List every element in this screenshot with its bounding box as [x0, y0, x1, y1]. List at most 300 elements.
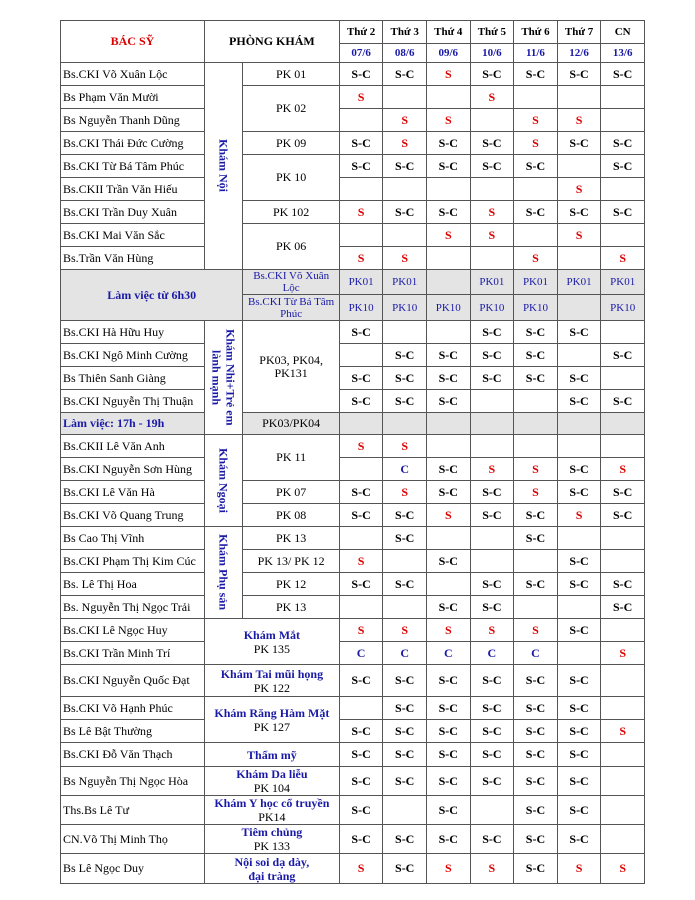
early-room: PK01: [383, 270, 427, 295]
shift-cell: S-C: [514, 573, 558, 596]
doctor-name: Bs.CKI Lê Ngọc Huy: [61, 619, 205, 642]
table-row: [61, 619, 645, 642]
specialty-room: PK 133: [253, 839, 291, 853]
shift-cell: S-C: [383, 344, 427, 367]
shift-cell: S-C: [470, 132, 514, 155]
doctor-name: Bs.CKI Hà Hữu Huy: [61, 321, 205, 344]
table-row: [61, 435, 645, 458]
shift-cell: [601, 178, 645, 201]
shift-cell: S: [383, 435, 427, 458]
specialty-name: Khám Mắt: [243, 627, 301, 642]
doctor-name: Bs Phạm Văn Mười: [61, 86, 205, 109]
shift-cell: [601, 825, 645, 854]
doctor-name: Bs Lê Ngọc Duy: [61, 854, 205, 884]
shift-cell: [601, 224, 645, 247]
table-row: [61, 63, 645, 86]
table-row: [61, 247, 645, 270]
shift-cell: S-C: [514, 527, 558, 550]
shift-cell: S: [557, 109, 601, 132]
shift-cell: S: [470, 201, 514, 224]
shift-cell: S-C: [339, 825, 383, 854]
shift-cell: S-C: [514, 697, 558, 720]
shift-cell: S: [339, 435, 383, 458]
shift-cell: S: [557, 178, 601, 201]
shift-cell: S-C: [470, 63, 514, 86]
shift-cell: [383, 224, 427, 247]
shift-cell: S: [426, 224, 470, 247]
shift-cell: S-C: [601, 596, 645, 619]
shift-cell: S-C: [557, 619, 601, 642]
early-doctor: Bs.CKI Võ Xuân Lộc: [243, 270, 339, 295]
table-row: [61, 697, 645, 720]
early-room: PK01: [470, 270, 514, 295]
shift-cell: S-C: [426, 344, 470, 367]
doctor-name: Bs.CKI Nguyễn Sơn Hùng: [61, 458, 205, 481]
shift-cell: S-C: [426, 390, 470, 413]
shift-cell: S-C: [601, 481, 645, 504]
day-header: Thứ 7: [557, 21, 601, 44]
shift-cell: S-C: [426, 697, 470, 720]
doctor-name: Bs. Nguyễn Thị Ngọc Trải: [61, 596, 205, 619]
table-row: [61, 344, 645, 367]
shift-cell: [339, 458, 383, 481]
shift-cell: [601, 796, 645, 825]
shift-cell: S-C: [514, 743, 558, 767]
shift-cell: S-C: [339, 155, 383, 178]
specialty-cell: [204, 796, 339, 825]
shift-cell: S-C: [557, 550, 601, 573]
shift-cell: S-C: [383, 697, 427, 720]
doctor-name: Bs.CKI Từ Bá Tâm Phúc: [61, 155, 205, 178]
shift-cell: S-C: [470, 743, 514, 767]
specialty-name: Nội soi dạ dày,: [234, 854, 310, 869]
shift-cell: S: [383, 109, 427, 132]
shift-cell: [601, 321, 645, 344]
shift-cell: [383, 550, 427, 573]
doctor-name: Bs.CKI Mai Văn Sắc: [61, 224, 205, 247]
shift-cell: S: [339, 619, 383, 642]
specialty-cell: [204, 854, 339, 884]
specialty-name: Khám Tai mũi họng: [220, 666, 324, 681]
shift-cell: S: [514, 247, 558, 270]
shift-cell: [601, 665, 645, 697]
room-cell: PK 07: [243, 481, 339, 504]
shift-cell: S-C: [601, 573, 645, 596]
specialty-cell: [204, 619, 339, 665]
doctor-name: Bs.CKII Lê Văn Anh: [61, 435, 205, 458]
specialty-room: PK 104: [253, 781, 291, 795]
date-header: 13/6: [601, 44, 645, 63]
shift-cell: S-C: [339, 321, 383, 344]
shift-cell: S-C: [426, 767, 470, 796]
shift-cell: S-C: [557, 665, 601, 697]
doctor-name: Ths.Bs Lê Tư: [61, 796, 205, 825]
room-cell: PK 102: [243, 201, 339, 224]
shift-cell: S-C: [339, 390, 383, 413]
table-row: [61, 527, 645, 550]
early-doctor: Bs.CKI Từ Bá Tâm Phúc: [243, 295, 339, 321]
shift-cell: S-C: [601, 344, 645, 367]
shift-cell: [383, 321, 427, 344]
table-row: [61, 413, 645, 435]
shift-cell: S-C: [514, 854, 558, 884]
shift-cell: S-C: [383, 573, 427, 596]
empty-cell: [426, 413, 470, 435]
evening-shift-label: Làm việc: 17h - 19h: [61, 413, 205, 435]
shift-cell: [601, 435, 645, 458]
shift-cell: S-C: [426, 743, 470, 767]
early-room: PK10: [470, 295, 514, 321]
shift-cell: [557, 86, 601, 109]
shift-cell: S-C: [514, 201, 558, 224]
shift-cell: S-C: [557, 796, 601, 825]
table-row: [61, 201, 645, 224]
doctor-header: BÁC SỸ: [61, 21, 205, 63]
early-room: PK01: [557, 270, 601, 295]
shift-cell: S-C: [426, 550, 470, 573]
room-cell: PK 06: [243, 224, 339, 270]
shift-cell: [514, 86, 558, 109]
shift-cell: S-C: [557, 573, 601, 596]
shift-cell: [426, 435, 470, 458]
specialty-cell: [204, 767, 339, 796]
shift-cell: S-C: [426, 367, 470, 390]
shift-cell: S-C: [470, 573, 514, 596]
shift-cell: [470, 247, 514, 270]
table-row: [61, 367, 645, 390]
shift-cell: S-C: [383, 665, 427, 697]
shift-cell: [383, 596, 427, 619]
shift-cell: S: [514, 109, 558, 132]
shift-cell: [383, 796, 427, 825]
shift-cell: S-C: [557, 767, 601, 796]
specialty-room: PK 135: [253, 641, 291, 656]
doctor-name: Bs.CKI Võ Xuân Lộc: [61, 63, 205, 86]
room-cell: PK 11: [243, 435, 339, 481]
group-label-text: Khám Phụ sản: [216, 534, 231, 611]
table-row: [61, 458, 645, 481]
room-cell: PK 13: [243, 527, 339, 550]
table-row: [61, 550, 645, 573]
shift-cell: [426, 321, 470, 344]
shift-cell: [557, 642, 601, 665]
shift-cell: [470, 109, 514, 132]
specialty-cell: [204, 697, 339, 743]
shift-cell: S: [601, 642, 645, 665]
shift-cell: [470, 527, 514, 550]
shift-cell: S: [470, 854, 514, 884]
shift-cell: [339, 527, 383, 550]
shift-cell: [426, 247, 470, 270]
shift-cell: S-C: [426, 825, 470, 854]
shift-cell: [601, 743, 645, 767]
shift-cell: S: [601, 854, 645, 884]
group-label-text: Khám Nội: [216, 139, 231, 193]
shift-cell: S: [383, 132, 427, 155]
shift-cell: [470, 435, 514, 458]
table-row: [61, 596, 645, 619]
shift-cell: [601, 767, 645, 796]
shift-cell: C: [426, 642, 470, 665]
early-room: PK01: [601, 270, 645, 295]
empty-cell: [514, 413, 558, 435]
shift-cell: [601, 109, 645, 132]
shift-cell: S-C: [514, 367, 558, 390]
shift-cell: S-C: [426, 132, 470, 155]
shift-cell: S-C: [339, 504, 383, 527]
specialty-name: Khám Da liễu: [236, 767, 308, 781]
shift-cell: S-C: [383, 367, 427, 390]
table-row: [61, 321, 645, 344]
shift-cell: [339, 224, 383, 247]
shift-cell: S-C: [383, 767, 427, 796]
group-label: [204, 63, 243, 270]
shift-cell: S-C: [339, 132, 383, 155]
shift-cell: S-C: [601, 201, 645, 224]
shift-cell: [339, 178, 383, 201]
shift-cell: S: [514, 619, 558, 642]
shift-cell: S: [601, 458, 645, 481]
shift-cell: S-C: [383, 720, 427, 743]
shift-cell: S-C: [557, 390, 601, 413]
shift-cell: [383, 178, 427, 201]
shift-cell: [470, 550, 514, 573]
group-label: [204, 435, 243, 527]
shift-cell: S-C: [470, 767, 514, 796]
shift-cell: S: [601, 247, 645, 270]
table-row: [61, 796, 645, 825]
shift-cell: S-C: [470, 720, 514, 743]
doctor-name: Bs Nguyễn Thanh Dũng: [61, 109, 205, 132]
empty-cell: [601, 413, 645, 435]
shift-cell: [514, 178, 558, 201]
shift-cell: S: [426, 854, 470, 884]
group-label-text: Khám Ngoại: [216, 447, 231, 513]
shift-cell: S: [557, 224, 601, 247]
early-shift-label: Làm việc từ 6h30: [61, 270, 243, 321]
shift-cell: [514, 596, 558, 619]
shift-cell: S-C: [426, 155, 470, 178]
shift-cell: S-C: [339, 796, 383, 825]
early-room: [426, 270, 470, 295]
shift-cell: S: [557, 504, 601, 527]
specialty-room: PK14: [258, 810, 286, 824]
shift-cell: C: [383, 458, 427, 481]
shift-cell: [339, 344, 383, 367]
shift-cell: S: [426, 504, 470, 527]
doctor-name: Bs.CKI Nguyễn Thị Thuận: [61, 390, 205, 413]
specialty-name: Thẩm mỹ: [247, 747, 297, 762]
shift-cell: S-C: [383, 527, 427, 550]
shift-cell: S-C: [514, 767, 558, 796]
doctor-name: Bs Cao Thị Vĩnh: [61, 527, 205, 550]
shift-cell: [557, 155, 601, 178]
shift-cell: S-C: [557, 201, 601, 224]
shift-cell: S-C: [557, 321, 601, 344]
shift-cell: C: [383, 642, 427, 665]
shift-cell: S-C: [383, 63, 427, 86]
shift-cell: [426, 86, 470, 109]
date-header: 11/6: [514, 44, 558, 63]
shift-cell: S-C: [514, 665, 558, 697]
shift-cell: [470, 178, 514, 201]
shift-cell: S-C: [470, 367, 514, 390]
shift-cell: S-C: [426, 201, 470, 224]
date-header: 10/6: [470, 44, 514, 63]
shift-cell: S-C: [339, 743, 383, 767]
room-cell: PK03/PK04: [243, 413, 339, 435]
shift-cell: [557, 596, 601, 619]
shift-cell: S-C: [470, 697, 514, 720]
shift-cell: [601, 86, 645, 109]
shift-cell: [601, 619, 645, 642]
shift-cell: S-C: [426, 481, 470, 504]
early-room: PK10: [383, 295, 427, 321]
shift-cell: S-C: [339, 665, 383, 697]
shift-cell: S-C: [470, 504, 514, 527]
table-row: [61, 155, 645, 178]
doctor-name: Bs.CKI Võ Quang Trung: [61, 504, 205, 527]
shift-cell: S: [426, 63, 470, 86]
room-cell: PK 10: [243, 155, 339, 201]
shift-cell: S-C: [557, 367, 601, 390]
shift-cell: S: [339, 854, 383, 884]
day-header: CN: [601, 21, 645, 44]
shift-cell: S: [470, 86, 514, 109]
shift-cell: S-C: [470, 481, 514, 504]
shift-cell: S: [339, 201, 383, 224]
early-room: PK10: [426, 295, 470, 321]
table-row: [61, 743, 645, 767]
shift-cell: S-C: [383, 201, 427, 224]
shift-cell: S-C: [601, 155, 645, 178]
table-row: [61, 21, 645, 44]
shift-cell: S-C: [557, 720, 601, 743]
doctor-name: Bs Lê Bật Thường: [61, 720, 205, 743]
early-room: PK01: [339, 270, 383, 295]
doctor-name: Bs.CKII Trần Văn Hiếu: [61, 178, 205, 201]
early-room: PK10: [514, 295, 558, 321]
shift-cell: S-C: [470, 825, 514, 854]
room-cell: PK 09: [243, 132, 339, 155]
early-room: PK10: [339, 295, 383, 321]
doctor-name: Bs.CKI Trần Duy Xuân: [61, 201, 205, 224]
shift-cell: [426, 527, 470, 550]
shift-cell: [426, 178, 470, 201]
date-header: 07/6: [339, 44, 383, 63]
shift-cell: S: [383, 619, 427, 642]
day-header: Thứ 3: [383, 21, 427, 44]
shift-cell: S-C: [426, 665, 470, 697]
room-cell: PK 01: [243, 63, 339, 86]
group-label-text: Khám Nhi+Trẻ em lành mạnh: [209, 329, 238, 426]
table-row: [61, 481, 645, 504]
table-row: [61, 665, 645, 697]
shift-cell: S-C: [514, 155, 558, 178]
shift-cell: S: [514, 458, 558, 481]
table-row: [61, 390, 645, 413]
specialty-name: Tiêm chủng: [241, 825, 303, 839]
shift-cell: S-C: [470, 321, 514, 344]
day-header: Thứ 5: [470, 21, 514, 44]
day-header: Thứ 4: [426, 21, 470, 44]
shift-cell: S-C: [601, 504, 645, 527]
shift-cell: S: [557, 854, 601, 884]
shift-cell: [383, 86, 427, 109]
shift-cell: S-C: [557, 481, 601, 504]
shift-cell: S: [339, 550, 383, 573]
shift-cell: S-C: [383, 390, 427, 413]
doctor-name: Bs.CKI Thái Đức Cường: [61, 132, 205, 155]
shift-cell: S-C: [514, 720, 558, 743]
shift-cell: [601, 527, 645, 550]
shift-cell: [339, 109, 383, 132]
specialty-cell: [204, 665, 339, 697]
doctor-name: Bs.CKI Đỗ Văn Thạch: [61, 743, 205, 767]
room-cell: PK 12: [243, 573, 339, 596]
shift-cell: S: [339, 86, 383, 109]
table-row: [61, 86, 645, 109]
schedule-table: [60, 20, 645, 884]
shift-cell: S: [470, 458, 514, 481]
room-header: PHÒNG KHÁM: [204, 21, 339, 63]
specialty-room: đại tràng: [248, 868, 296, 883]
shift-cell: S-C: [383, 743, 427, 767]
specialty-name: Khám Răng Hàm Mặt: [214, 705, 330, 720]
shift-cell: S: [470, 224, 514, 247]
shift-cell: [601, 697, 645, 720]
doctor-name: Bs.Trần Văn Hùng: [61, 247, 205, 270]
shift-cell: S: [426, 619, 470, 642]
shift-cell: S-C: [514, 504, 558, 527]
table-row: [61, 270, 645, 295]
shift-cell: S-C: [470, 155, 514, 178]
shift-cell: S-C: [557, 743, 601, 767]
empty-cell: [470, 413, 514, 435]
table-row: [61, 573, 645, 596]
shift-cell: S-C: [426, 796, 470, 825]
shift-cell: S-C: [426, 720, 470, 743]
doctor-name: Bs.CKI Lê Văn Hà: [61, 481, 205, 504]
empty-cell: [557, 413, 601, 435]
doctor-name: Bs. Lê Thị Hoa: [61, 573, 205, 596]
shift-cell: [339, 596, 383, 619]
room-cell: PK 02: [243, 86, 339, 132]
shift-cell: S-C: [557, 825, 601, 854]
shift-cell: S: [514, 132, 558, 155]
shift-cell: S-C: [339, 481, 383, 504]
date-header: 08/6: [383, 44, 427, 63]
early-room: PK01: [514, 270, 558, 295]
specialty-name: Khám Y học cổ truyền: [214, 796, 330, 810]
shift-cell: S-C: [514, 825, 558, 854]
shift-cell: S-C: [557, 458, 601, 481]
specialty-cell: [204, 825, 339, 854]
room-cell: PK 13/ PK 12: [243, 550, 339, 573]
table-row: [61, 767, 645, 796]
shift-cell: S-C: [383, 825, 427, 854]
shift-cell: S: [383, 481, 427, 504]
table-row: [61, 178, 645, 201]
table-row: [61, 642, 645, 665]
shift-cell: C: [514, 642, 558, 665]
shift-cell: [470, 390, 514, 413]
shift-cell: S: [383, 247, 427, 270]
shift-cell: [557, 527, 601, 550]
doctor-name: CN.Võ Thị Minh Thọ: [61, 825, 205, 854]
shift-cell: S-C: [339, 367, 383, 390]
shift-cell: S: [426, 109, 470, 132]
